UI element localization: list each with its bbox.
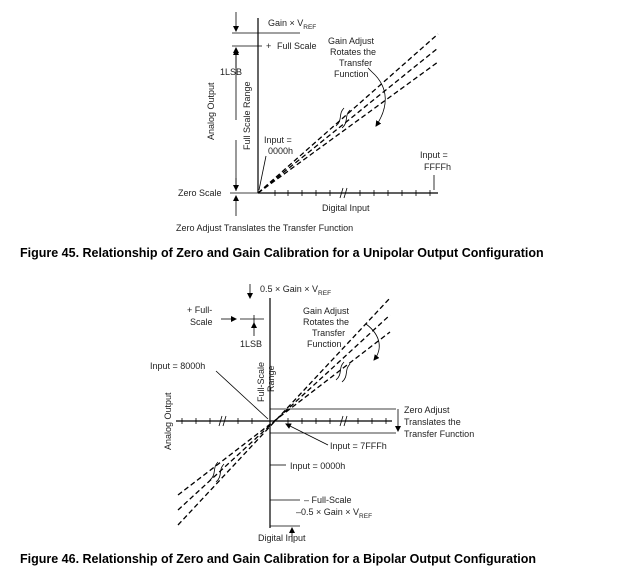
input-7fffh-pointer: [286, 424, 328, 445]
bipolar-transfer-line-3: [178, 332, 390, 495]
digital-input-label: Digital Input: [322, 203, 370, 213]
half-gain-vref-label: 0.5 × Gain × $V_{REF}$: [260, 284, 332, 297]
analog-output-label: Analog Output: [206, 82, 216, 140]
figure-45-caption: Figure 45. Relationship of Zero and Gain Calibration for a Unipolar Output Configuration: [20, 246, 544, 260]
zero-scale-label: Zero Scale: [178, 188, 222, 198]
bipolar-line-break-upper: [336, 362, 344, 380]
svg-text:+: +: [266, 41, 272, 51]
bipolar-transfer-line-2: [178, 315, 390, 510]
minus-full-scale-label: – Full-Scale: [304, 495, 352, 505]
full-scale-range-label: Full Scale Range: [242, 81, 252, 150]
plus-full-scale-line-1: + Full-: [187, 305, 213, 315]
minus-half-gain-vref-label: –0.5 × Gain × $V_{REF}$: [296, 507, 373, 520]
bipolar-digital-input-label: Digital Input: [258, 533, 306, 543]
bipolar-analog-output-label: Analog Output: [163, 392, 173, 450]
bipolar-zero-adjust-line-1: Zero Adjust: [404, 405, 450, 415]
input-0000h-label: Input = 0000h: [290, 461, 346, 471]
bipolar-full-scale-line-2: Range: [266, 365, 276, 392]
gain-rotate-arrow: [372, 72, 385, 126]
gain-adjust-line-1: Gain Adjust: [328, 36, 375, 46]
transfer-line-low: [258, 62, 438, 193]
plus-full-scale-line-2: Scale: [190, 317, 213, 327]
input-0000h-line-1: Input =: [264, 135, 292, 145]
gain-adjust-line-4: Function: [334, 69, 369, 79]
input-ffffh-line-2: FFFFh: [424, 162, 451, 172]
gain-adjust-line-3: Transfer: [339, 58, 373, 68]
bipolar-transfer-line-1: [178, 298, 390, 525]
bipolar-full-scale-line-1: Full-Scale: [256, 361, 266, 402]
one-lsb-label: 1LSB: [220, 67, 243, 77]
input-0000h-pointer: [259, 156, 266, 190]
figure-45: [20, 12, 544, 260]
figure-46: [20, 284, 536, 566]
gain-vref-label: Gain × $V_{REF}$: [268, 18, 317, 31]
bipolar-gain-adjust-line-2: Rotates the: [303, 317, 350, 327]
bipolar-gain-adjust-line-4: Function: [307, 339, 342, 349]
gain-adjust-line-2: Rotates the: [330, 47, 377, 57]
bipolar-one-lsb-label: 1LSB: [240, 339, 263, 349]
bipolar-zero-adjust-line-3: Transfer Function: [404, 429, 475, 439]
bipolar-gain-adjust-line-1: Gain Adjust: [303, 306, 350, 316]
bipolar-gain-adjust-line-3: Transfer: [312, 328, 346, 338]
input-ffffh-line-1: Input =: [420, 150, 448, 160]
full-scale-label: Full Scale: [277, 41, 317, 51]
zero-adjust-label: Zero Adjust Translates the Transfer Function: [176, 223, 354, 233]
input-7fffh-label: Input = 7FFFh: [330, 441, 387, 451]
input-0000h-line-2: 0000h: [268, 146, 294, 156]
bipolar-zero-adjust-line-2: Translates the: [404, 417, 461, 427]
figure-46-caption: Figure 46. Relationship of Zero and Gain Calibration for a Bipolar Output Configuration: [20, 552, 536, 566]
input-8000h-label: Input = 8000h: [150, 361, 206, 371]
